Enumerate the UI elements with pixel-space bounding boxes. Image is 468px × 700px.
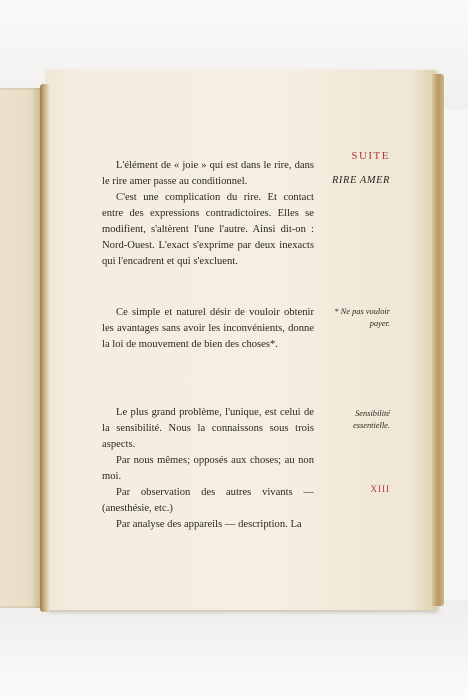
book-gutter [40, 84, 50, 612]
facing-page [0, 88, 44, 608]
paragraph: Le plus grand problème, l'unique, est celui de la sensibilité. Nous la connaissons sous trois aspects. [102, 407, 314, 450]
margin-note-sensibilite: Sensibilité essentielle. [353, 409, 390, 430]
margin-note-payer: * Ne pas vouloir payer. [334, 307, 390, 328]
text-block-rire-amer [102, 158, 314, 270]
background-bottom [0, 600, 468, 700]
text-block-desir [102, 305, 314, 353]
running-head: SUITE [351, 150, 390, 162]
paragraph: Par nous mêmes; opposés aux choses; au non moi. [102, 455, 314, 482]
paragraph: Ce simple et naturel désir de vouloir obtenir les avantages sans avoir les inconvénients, donne la loi de mouvement de bien des choses*. [102, 307, 314, 350]
paragraph: Par observation des autres vivants — (anesthésie, etc.) [102, 487, 314, 514]
paragraph: C'est une complication du rire. Et contact entre des expressions contradictoires. Elles se modifient, s'altèrent l'une l'autre. Ainsi dit-on : Nord-Ouest. L'exact s'exprime par deux inexacts qui l'encadrent et qui s'excluent. [102, 192, 314, 267]
section-title: RIRE AMER [331, 175, 390, 186]
paragraph: Par analyse des appareils — description. La [116, 519, 302, 530]
paragraph: L'élément de « joie » qui est dans le rire, dans le rire amer passe au conditionnel. [102, 160, 314, 187]
page-edge [432, 74, 444, 606]
text-block-sensibilite [102, 405, 314, 533]
page-number: XIII [370, 484, 390, 494]
